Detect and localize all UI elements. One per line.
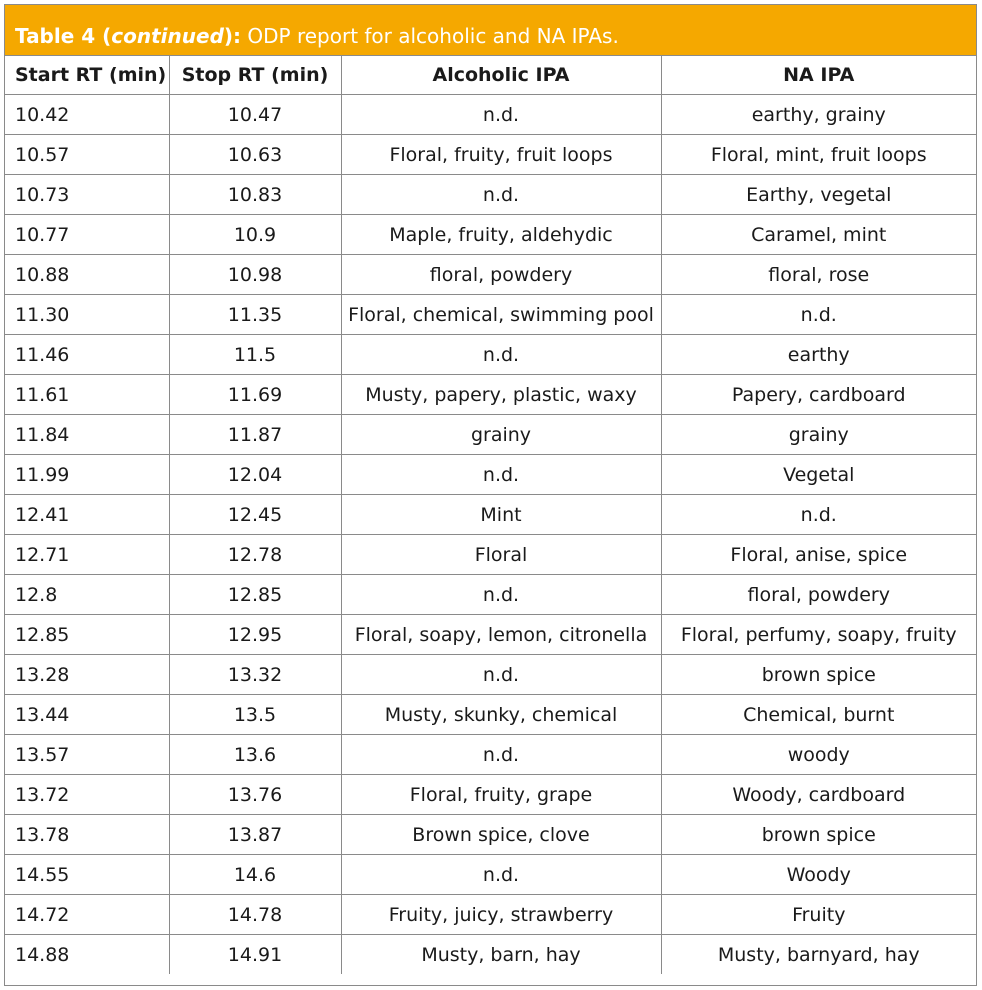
table-row <box>5 335 976 375</box>
table-header-row <box>5 56 976 95</box>
column-header-alcoholic-ipa: Alcoholic IPA <box>341 56 661 95</box>
alcoholic-ipa-cell: Musty, barn, hay <box>341 935 661 975</box>
table-row <box>5 215 976 255</box>
start-rt-cell: 12.71 <box>5 535 169 575</box>
alcoholic-ipa-cell: n.d. <box>341 735 661 775</box>
stop-rt-cell: 12.78 <box>169 535 341 575</box>
start-rt-cell: 13.44 <box>5 695 169 735</box>
stop-rt-cell: 10.47 <box>169 95 341 135</box>
stop-rt-cell: 11.87 <box>169 415 341 455</box>
start-rt-cell: 10.57 <box>5 135 169 175</box>
na-ipa-cell: n.d. <box>661 495 976 535</box>
table-body <box>5 95 976 975</box>
caption-text: ODP report for alcoholic and NA IPAs. <box>241 24 619 48</box>
start-rt-cell: 11.30 <box>5 295 169 335</box>
alcoholic-ipa-cell: Maple, fruity, aldehydic <box>341 215 661 255</box>
na-ipa-cell: Fruity <box>661 895 976 935</box>
alcoholic-ipa-cell: Brown spice, clove <box>341 815 661 855</box>
stop-rt-cell: 10.83 <box>169 175 341 215</box>
na-ipa-cell: grainy <box>661 415 976 455</box>
odp-table <box>5 56 976 974</box>
na-ipa-cell: Vegetal <box>661 455 976 495</box>
column-header-stop-rt: Stop RT (min) <box>169 56 341 95</box>
start-rt-cell: 13.28 <box>5 655 169 695</box>
na-ipa-cell: floral, powdery <box>661 575 976 615</box>
start-rt-cell: 12.41 <box>5 495 169 535</box>
na-ipa-cell: floral, rose <box>661 255 976 295</box>
start-rt-cell: 12.8 <box>5 575 169 615</box>
table-row <box>5 695 976 735</box>
caption-label-end: ): <box>223 24 242 48</box>
start-rt-cell: 14.72 <box>5 895 169 935</box>
table-row <box>5 95 976 135</box>
stop-rt-cell: 13.6 <box>169 735 341 775</box>
stop-rt-cell: 10.98 <box>169 255 341 295</box>
alcoholic-ipa-cell: n.d. <box>341 335 661 375</box>
caption-emphasis: continued <box>111 24 224 48</box>
table-row <box>5 935 976 975</box>
column-header-start-rt: Start RT (min) <box>5 56 169 95</box>
stop-rt-cell: 10.9 <box>169 215 341 255</box>
alcoholic-ipa-cell: Floral, soapy, lemon, citronella <box>341 615 661 655</box>
table-row <box>5 415 976 455</box>
table-row <box>5 775 976 815</box>
na-ipa-cell: Woody <box>661 855 976 895</box>
odp-table-frame <box>4 4 977 986</box>
table-row <box>5 295 976 335</box>
stop-rt-cell: 11.5 <box>169 335 341 375</box>
na-ipa-cell: Earthy, vegetal <box>661 175 976 215</box>
start-rt-cell: 13.72 <box>5 775 169 815</box>
table-row <box>5 655 976 695</box>
start-rt-cell: 10.73 <box>5 175 169 215</box>
alcoholic-ipa-cell: Fruity, juicy, strawberry <box>341 895 661 935</box>
table-row <box>5 895 976 935</box>
na-ipa-cell: woody <box>661 735 976 775</box>
stop-rt-cell: 12.04 <box>169 455 341 495</box>
caption-label: Table 4 ( <box>15 24 112 48</box>
stop-rt-cell: 13.76 <box>169 775 341 815</box>
table-row <box>5 375 976 415</box>
stop-rt-cell: 13.5 <box>169 695 341 735</box>
stop-rt-cell: 13.87 <box>169 815 341 855</box>
stop-rt-cell: 12.85 <box>169 575 341 615</box>
table-row <box>5 135 976 175</box>
alcoholic-ipa-cell: Mint <box>341 495 661 535</box>
stop-rt-cell: 12.45 <box>169 495 341 535</box>
na-ipa-cell: Floral, perfumy, soapy, fruity <box>661 615 976 655</box>
start-rt-cell: 10.88 <box>5 255 169 295</box>
stop-rt-cell: 11.69 <box>169 375 341 415</box>
na-ipa-cell: brown spice <box>661 655 976 695</box>
stop-rt-cell: 12.95 <box>169 615 341 655</box>
table-row <box>5 255 976 295</box>
stop-rt-cell: 14.6 <box>169 855 341 895</box>
start-rt-cell: 13.57 <box>5 735 169 775</box>
start-rt-cell: 14.88 <box>15 943 70 966</box>
table-row <box>5 575 976 615</box>
alcoholic-ipa-cell: n.d. <box>341 855 661 895</box>
stop-rt-cell: 13.32 <box>169 655 341 695</box>
alcoholic-ipa-cell: Floral, chemical, swimming pool <box>341 295 661 335</box>
na-ipa-cell: Floral, mint, fruit loops <box>661 135 976 175</box>
alcoholic-ipa-cell: Floral <box>341 535 661 575</box>
alcoholic-ipa-cell: Musty, skunky, chemical <box>341 695 661 735</box>
column-header-na-ipa: NA IPA <box>661 56 976 95</box>
stop-rt-cell: 14.78 <box>169 895 341 935</box>
na-ipa-cell: Caramel, mint <box>661 215 976 255</box>
na-ipa-cell: Papery, cardboard <box>661 375 976 415</box>
alcoholic-ipa-cell: n.d. <box>341 95 661 135</box>
stop-rt-cell: 11.35 <box>169 295 341 335</box>
start-rt-cell: 14.55 <box>5 855 169 895</box>
start-rt-cell: 10.42 <box>5 95 169 135</box>
alcoholic-ipa-cell: Floral, fruity, grape <box>341 775 661 815</box>
alcoholic-ipa-cell: n.d. <box>341 575 661 615</box>
table-row <box>5 535 976 575</box>
start-rt-cell: 10.77 <box>5 215 169 255</box>
start-rt-cell: 13.78 <box>5 815 169 855</box>
na-ipa-cell: Chemical, burnt <box>661 695 976 735</box>
start-rt-cell: 12.85 <box>5 615 169 655</box>
start-rt-cell: 11.46 <box>5 335 169 375</box>
alcoholic-ipa-cell: grainy <box>341 415 661 455</box>
table-caption <box>5 5 976 56</box>
alcoholic-ipa-cell: Musty, papery, plastic, waxy <box>341 375 661 415</box>
table-row <box>5 615 976 655</box>
alcoholic-ipa-cell: n.d. <box>341 175 661 215</box>
start-rt-cell: 11.61 <box>5 375 169 415</box>
na-ipa-cell: earthy, grainy <box>661 95 976 135</box>
na-ipa-cell: n.d. <box>661 295 976 335</box>
na-ipa-cell: earthy <box>661 335 976 375</box>
table-row <box>5 455 976 495</box>
table-row <box>5 735 976 775</box>
na-ipa-cell: brown spice <box>661 815 976 855</box>
stop-rt-cell: 10.63 <box>169 135 341 175</box>
na-ipa-cell: Floral, anise, spice <box>661 535 976 575</box>
table-row <box>5 855 976 895</box>
na-ipa-cell: Woody, cardboard <box>661 775 976 815</box>
table-row <box>5 815 976 855</box>
start-rt-cell: 11.99 <box>5 455 169 495</box>
alcoholic-ipa-cell: floral, powdery <box>341 255 661 295</box>
alcoholic-ipa-cell: n.d. <box>341 455 661 495</box>
stop-rt-cell: 14.91 <box>169 935 341 975</box>
start-rt-cell: 11.84 <box>5 415 169 455</box>
table-row <box>5 495 976 535</box>
na-ipa-cell: Musty, barnyard, hay <box>661 935 976 975</box>
table-row <box>5 175 976 215</box>
alcoholic-ipa-cell: Floral, fruity, fruit loops <box>341 135 661 175</box>
alcoholic-ipa-cell: n.d. <box>341 655 661 695</box>
